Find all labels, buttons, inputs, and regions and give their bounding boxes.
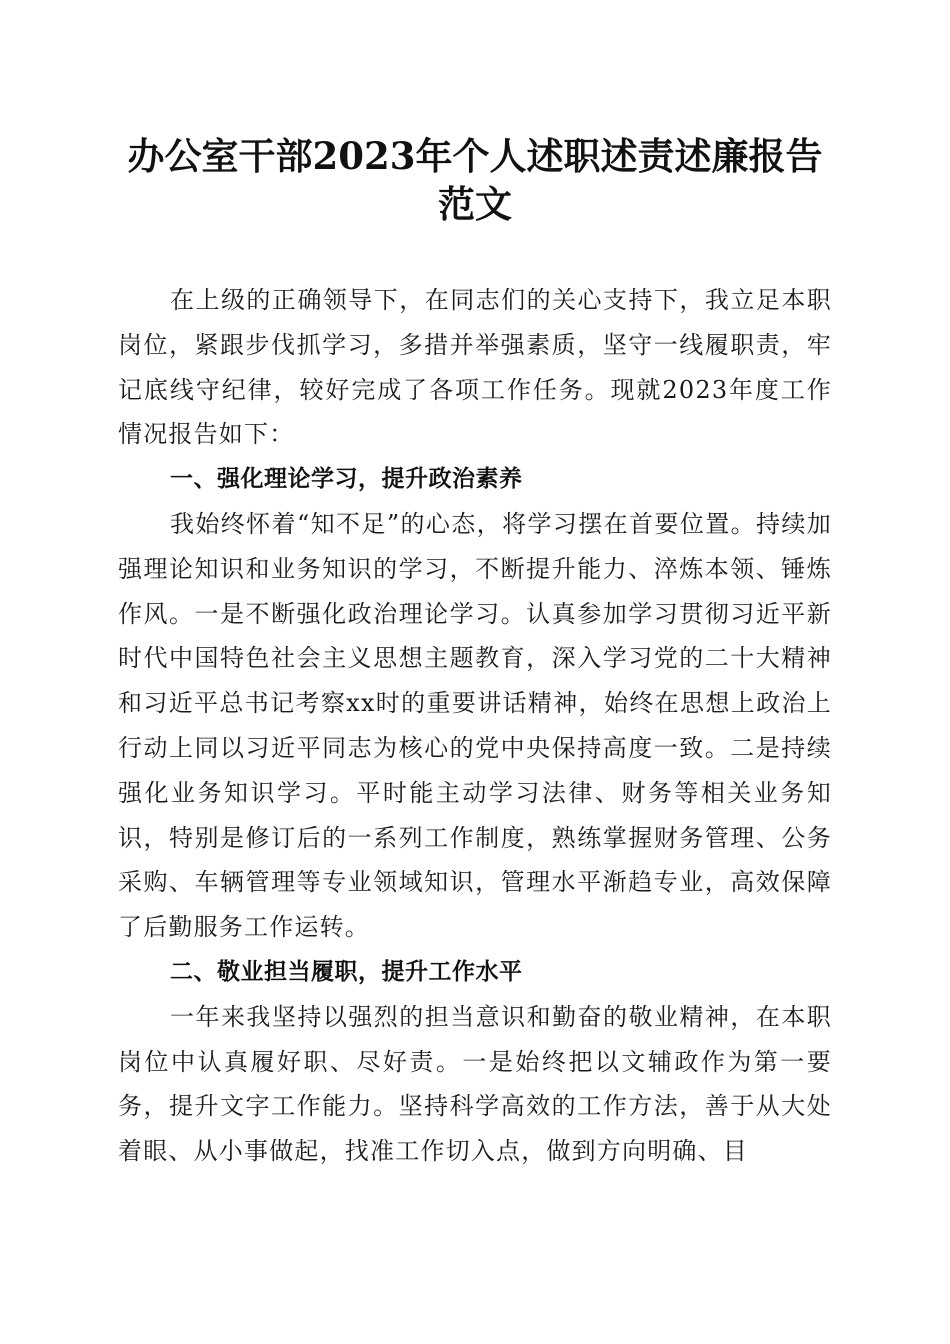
document-title: 办公室干部2023年个人述职述责述廉报告范文 — [127, 134, 823, 226]
section-1-paragraph: 我始终怀着“知不足”的心态，将学习摆在首要位置。持续加强理论知识和业务知识的学习，不断提升能力、淬炼本领、锤炼作风。一是不断强化政治理论学习。认真参加学习贯彻习近平新时代中国特色社会主义思想主题教育，深入学习党的二十大精神和习近平总书记考察xx时的重要讲话精神，始终在思想上政治上行动上同以习近平同志为核心的党中央保持高度一致。二是持续强化业务知识学习。平时能主动学习法律、财务等相关业务知识，特别是修订后的一系列工作制度，熟练掌握财务管理、公务采购、车辆管理等专业领域知识，管理水平渐趋专业，高效保障了后勤服务工作运转。 — [118, 509, 832, 942]
document-body — [118, 278, 832, 1174]
section-2-paragraph: 一年来我坚持以强烈的担当意识和勤奋的敬业精神，在本职岗位中认真履好职、尽好责。一是始终把以文辅政作为第一要务，提升文字工作能力。坚持科学高效的工作方法，善于从大处着眼、从小事做起，找准工作切入点，做到方向明确、目 — [118, 1002, 832, 1166]
section-1-heading: 一、强化理论学习，提升政治素养 — [170, 466, 523, 493]
intro-paragraph: 在上级的正确领导下，在同志们的关心支持下，我立足本职岗位，紧跟步伐抓学习，多措并举强素质，坚守一线履职责，牢记底线守纪律，较好完成了各项工作任务。现就2023年度工作情况报告如下： — [118, 286, 832, 449]
section-2-heading: 二、敬业担当履职，提升工作水平 — [170, 958, 523, 985]
